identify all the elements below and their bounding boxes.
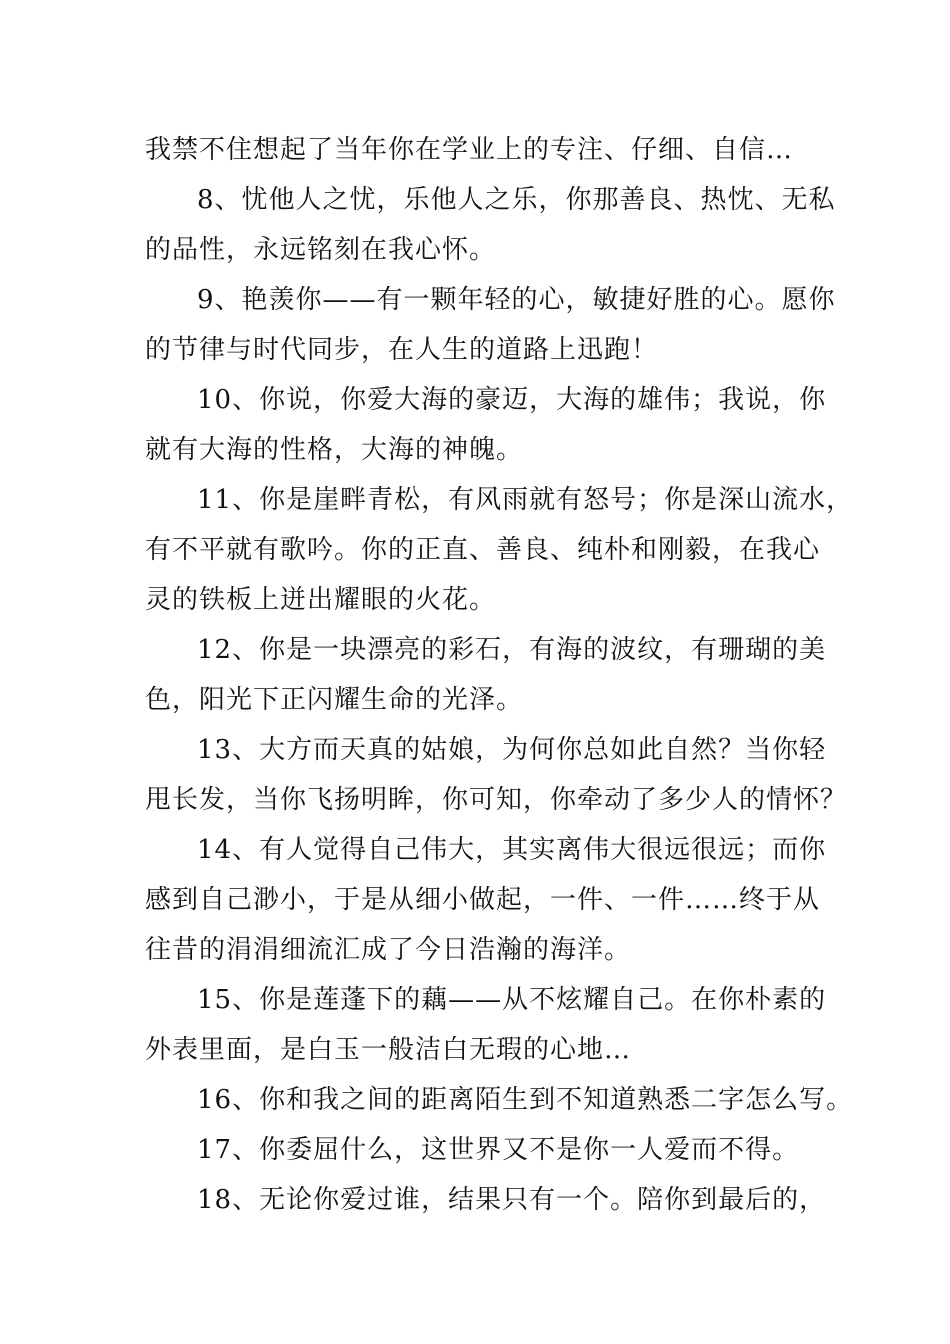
text-line: 17、你委屈什么，这世界又不是你一人爱而不得。 (197, 1135, 800, 1165)
text-line: 14、有人觉得自己伟大，其实离伟大很远很远；而你 (197, 835, 827, 865)
text-line: 感到自己渺小，于是从细小做起，一件、一件……终于从 (145, 885, 821, 915)
text-line: 我禁不住想起了当年你在学业上的专注、仔细、自信… (145, 135, 794, 165)
text-line: 色，阳光下正闪耀生命的光泽。 (145, 685, 524, 715)
text-line: 10、你说，你爱大海的豪迈，大海的雄伟；我说，你 (197, 385, 827, 415)
text-line: 外表里面，是白玉一般洁白无瑕的心地… (145, 1035, 632, 1065)
text-line: 16、你和我之间的距离陌生到不知道熟悉二字怎么写。 (197, 1085, 854, 1115)
text-line: 的节律与时代同步，在人生的道路上迅跑！ (145, 335, 659, 365)
text-line: 15、你是莲蓬下的藕——从不炫耀自己。在你朴素的 (197, 985, 827, 1015)
text-line: 的品性，永远铭刻在我心怀。 (145, 235, 497, 265)
text-line: 13、大方而天真的姑娘，为何你总如此自然？当你轻 (197, 735, 827, 765)
text-line: 12、你是一块漂亮的彩石，有海的波纹，有珊瑚的美 (197, 635, 827, 665)
text-line: 就有大海的性格，大海的神魄。 (145, 435, 524, 465)
text-line: 灵的铁板上迸出耀眼的火花。 (145, 585, 497, 615)
text-line: 甩长发，当你飞扬明眸，你可知，你牵动了多少人的情怀？ (145, 785, 848, 815)
text-line: 11、你是崖畔青松，有风雨就有怒号；你是深山流水， (197, 485, 854, 515)
text-line: 往昔的涓涓细流汇成了今日浩瀚的海洋。 (145, 935, 632, 965)
text-line: 8、忧他人之忧，乐他人之乐，你那善良、热忱、无私 (197, 185, 836, 215)
text-line: 有不平就有歌吟。你的正直、善良、纯朴和刚毅，在我心 (145, 535, 821, 565)
text-line: 18、无论你爱过谁，结果只有一个。陪你到最后的， (197, 1185, 827, 1215)
text-line: 9、艳羡你——有一颗年轻的心，敏捷好胜的心。愿你 (197, 285, 836, 315)
